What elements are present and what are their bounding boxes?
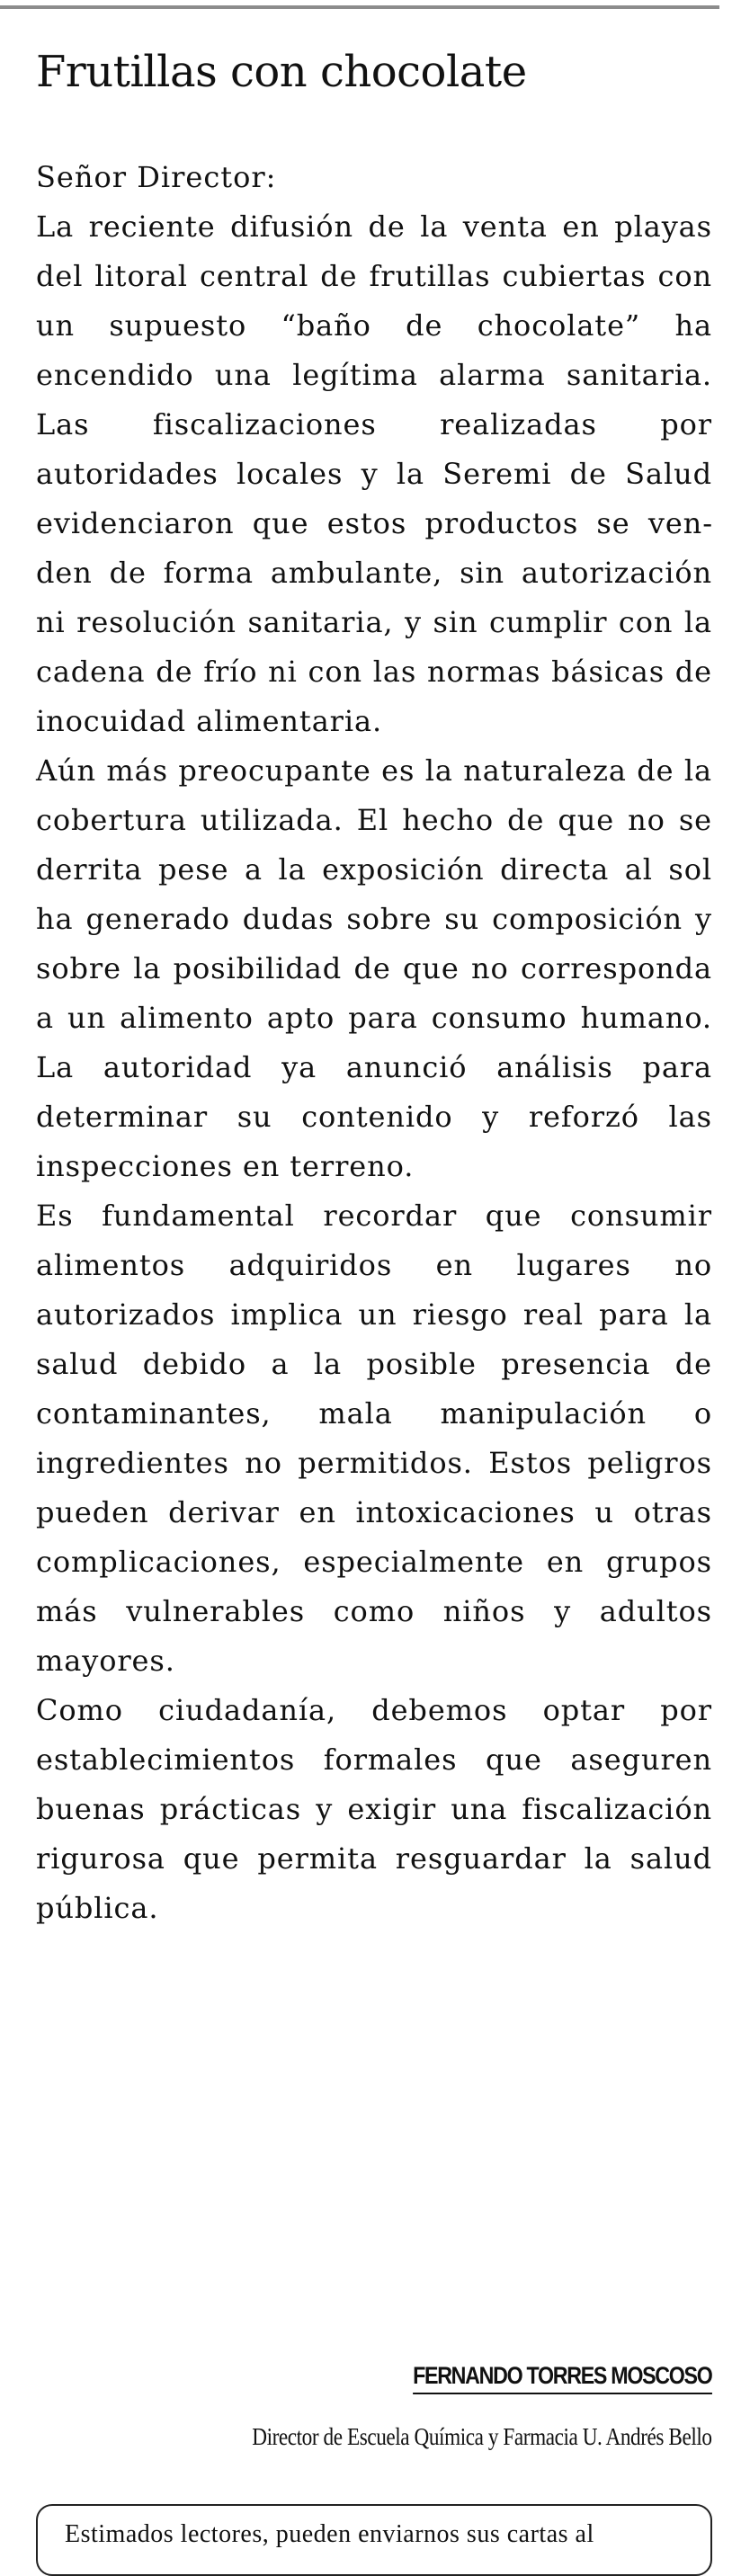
- letter-title: Frutillas con chocolate: [36, 47, 527, 97]
- paragraph-4: Como ciudadanía, debemos optar por establecimientos formales que aseguren buenas prácticas y exigir una fiscalización rigurosa que permita resguardar la salud pública.: [36, 1693, 712, 1925]
- letter-body: [36, 153, 712, 1933]
- author-name: FERNANDO TORRES MOSCOSO: [414, 2360, 712, 2394]
- reader-notice-box: [36, 2504, 712, 2576]
- author-role: Director de Escuela Química y Farmacia U. Andrés Bello: [252, 2423, 712, 2450]
- paragraph-3: Es fundamental recordar que consumir alimentos adquiridos en lugares no autorizados implica un riesgo real para la salud debido a la posible presencia de contaminantes, mala manipulación o ingredientes no permitidos. Estos peligros pueden derivar en intoxicaciones u otras complicaciones, especialmente en grupos más vulnerables como niños y adultos mayores.: [36, 1199, 712, 1678]
- salutation: Señor Director:: [36, 160, 277, 194]
- paragraph-2: Aún más preocupante es la naturaleza de la cobertura utilizada. El hecho de que no se derrita pese a la exposición directa al sol ha generado dudas sobre su composición y sobre la posibilidad de que no corresponda a un alimento apto para consumo humano. La autoridad ya anunció análisis para determinar su contenido y reforzó las inspecciones en terreno.: [36, 753, 712, 1183]
- reader-notice-text: Estimados lectores, pueden enviarnos sus cartas al: [65, 2520, 594, 2548]
- top-divider: [0, 5, 719, 9]
- signature-block: [36, 2360, 712, 2394]
- paragraph-1: La reciente difusión de la venta en playas del litoral central de frutillas cubiertas con un supuesto “baño de chocolate” ha encendido una legítima alarma sanitaria. Las fiscalizaciones realizadas por autoridades locales y la Seremi de Salud evidenciaron que estos productos se venden de forma ambulante, sin autorización ni resolución sanitaria, y sin cumplir con la cadena de frío ni con las normas básicas de inocuidad alimentaria.: [36, 209, 712, 738]
